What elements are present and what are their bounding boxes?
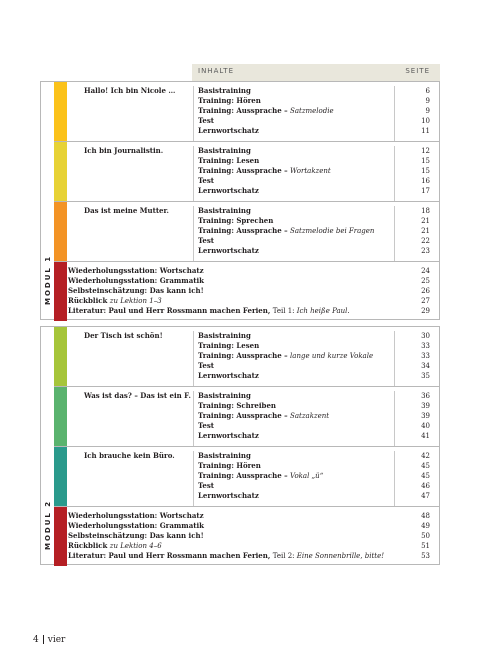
lesson-item-text: Training: Aussprache – <box>198 106 291 115</box>
page-number-cell: 47 <box>421 492 430 500</box>
lesson-item-text: Training: Sprechen <box>198 216 274 225</box>
modul-1-section <box>40 81 440 320</box>
lesson-item-text: Test <box>198 176 215 185</box>
lesson-item <box>198 86 403 96</box>
lesson-number: 3 <box>68 203 76 216</box>
page-number-cell: 24 <box>421 267 430 275</box>
review-item <box>68 296 350 306</box>
lesson-item-text: Basistraining <box>198 331 251 340</box>
page-number-cell: 42 <box>421 452 430 460</box>
lesson-items <box>193 146 403 201</box>
review-item-text: Wiederholungsstation: Wortschatz <box>68 266 204 275</box>
lesson-number: 4 <box>68 328 76 341</box>
review-items <box>68 266 350 316</box>
lesson-item <box>198 401 403 411</box>
review-color-strip <box>54 262 67 321</box>
lesson-item-text: Training: Lesen <box>198 341 260 350</box>
lesson-item-text: Test <box>198 236 215 245</box>
page-number-cell: 18 <box>421 207 430 215</box>
lesson-items <box>193 451 403 506</box>
page-numbers <box>394 451 439 506</box>
lesson-items <box>193 86 403 141</box>
modul-label-text: MODUL 1 <box>43 254 52 305</box>
lesson-item-note: lange und kurze Vokale <box>290 352 374 360</box>
review-item-text: Rückblick <box>68 541 110 550</box>
page-numbers <box>394 206 439 261</box>
lesson-item <box>198 341 403 351</box>
lesson-item-text: Training: Lesen <box>198 156 260 165</box>
page-number-cell: 35 <box>421 372 430 380</box>
review-item-part: Teil 2: <box>272 552 297 560</box>
review-item-note: Eine Sonnenbrille, bitte! <box>296 552 385 560</box>
page-number-cell: 22 <box>421 237 430 245</box>
page-number-cell: 50 <box>421 532 430 540</box>
lesson-color-strip <box>54 387 67 446</box>
lesson-item-note: Satzmelodie <box>290 107 334 115</box>
lesson-number: 5 <box>68 388 76 401</box>
header-inhalte: INHALTE <box>198 67 234 75</box>
lesson-item <box>198 371 403 381</box>
lesson-row <box>54 82 439 142</box>
page-number-cell: 16 <box>421 177 430 185</box>
lesson-item-text: Test <box>198 481 215 490</box>
page-number-cell: 26 <box>421 287 430 295</box>
review-item-part: Teil 1: <box>272 307 297 315</box>
lesson-item-text: Test <box>198 421 215 430</box>
page-number-cell: 30 <box>421 332 430 340</box>
page-number-cell: 11 <box>421 127 430 135</box>
lesson-row <box>54 142 439 202</box>
page-number-cell: 46 <box>421 482 430 490</box>
lesson-item <box>198 451 403 461</box>
review-page-numbers <box>394 511 439 566</box>
lesson-item <box>198 471 403 481</box>
page-number-cell: 15 <box>421 167 430 175</box>
review-color-strip <box>54 507 67 566</box>
review-item <box>68 521 384 531</box>
review-item <box>68 551 384 561</box>
lesson-item-text: Training: Aussprache – <box>198 166 291 175</box>
lesson-title: Der Tisch ist schön! <box>84 331 163 340</box>
lesson-item-note: Satzmelodie bei Fragen <box>290 227 375 235</box>
lesson-title: Ich bin Journalistin. <box>84 146 164 155</box>
lesson-item <box>198 391 403 401</box>
page-number-cell: 36 <box>421 392 430 400</box>
review-item-text: Wiederholungsstation: Grammatik <box>68 276 204 285</box>
lesson-item <box>198 491 403 501</box>
lesson-item <box>198 156 403 166</box>
lesson-item-text: Basistraining <box>198 451 251 460</box>
page-numbers <box>394 391 439 446</box>
lesson-item-text: Lernwortschatz <box>198 431 259 440</box>
lesson-item <box>198 126 403 136</box>
lesson-item <box>198 421 403 431</box>
lesson-item <box>198 166 403 176</box>
review-item-note: zu Lektion 1–3 <box>109 297 162 305</box>
lesson-item <box>198 461 403 471</box>
page-numbers <box>394 146 439 201</box>
lesson-color-strip <box>54 327 67 386</box>
modul-label-text: MODUL 2 <box>43 499 52 550</box>
page-number-cell: 34 <box>421 362 430 370</box>
page-number-cell: 41 <box>421 432 430 440</box>
lesson-item-text: Lernwortschatz <box>198 491 259 500</box>
lesson-item <box>198 351 403 361</box>
page-number-cell: 9 <box>425 97 430 105</box>
lesson-item <box>198 206 403 216</box>
review-items <box>68 511 384 561</box>
review-item-note: zu Lektion 4–6 <box>109 542 162 550</box>
page-word: vier <box>47 635 66 645</box>
page-number-cell: 25 <box>421 277 430 285</box>
lesson-item <box>198 246 403 256</box>
page-number-cell: 9 <box>425 107 430 115</box>
page-numbers <box>394 331 439 386</box>
page-number-cell: 33 <box>421 352 430 360</box>
page-number-cell: 6 <box>425 87 430 95</box>
lesson-row <box>54 202 439 262</box>
lesson-item-text: Training: Schreiben <box>198 401 276 410</box>
review-item-text: Selbsteinschätzung: Das kann ich! <box>68 531 204 540</box>
lesson-title: Was ist das? – Das ist ein F. <box>84 391 191 400</box>
page-number-cell: 23 <box>421 247 430 255</box>
lesson-item-text: Basistraining <box>198 146 251 155</box>
page-number-cell: 21 <box>421 217 430 225</box>
lesson-item <box>198 216 403 226</box>
page-numbers <box>394 86 439 141</box>
review-item <box>68 541 384 551</box>
lesson-title: Das ist meine Mutter. <box>84 206 169 215</box>
review-section <box>54 262 439 321</box>
lesson-item-note: Wortakzent <box>290 167 331 175</box>
page-number-cell: 29 <box>421 307 430 315</box>
review-item-text: Literatur: Paul und Herr Rossmann machen Ferien, <box>68 551 273 560</box>
page-number-cell: 27 <box>421 297 430 305</box>
lesson-item <box>198 411 403 421</box>
lesson-number: 1 <box>68 83 76 96</box>
review-item-text: Rückblick <box>68 296 110 305</box>
lesson-color-strip <box>54 447 67 506</box>
review-item <box>68 266 350 276</box>
lesson-item <box>198 116 403 126</box>
lesson-item-text: Lernwortschatz <box>198 371 259 380</box>
modul-label <box>41 327 54 564</box>
review-item <box>68 306 350 316</box>
lesson-items <box>193 391 403 446</box>
lesson-title: Hallo! Ich bin Nicole … <box>84 86 176 95</box>
review-item-note: Ich heiße Paul. <box>296 307 350 315</box>
page-number-cell: 45 <box>421 462 430 470</box>
lesson-item <box>198 96 403 106</box>
page-number-cell: 39 <box>421 402 430 410</box>
lesson-number: 2 <box>68 143 76 156</box>
page-number-cell: 51 <box>421 542 430 550</box>
lesson-item-text: Training: Aussprache – <box>198 226 291 235</box>
lesson-item-text: Lernwortschatz <box>198 126 259 135</box>
lesson-item <box>198 431 403 441</box>
lesson-row <box>54 447 439 507</box>
lesson-item-text: Basistraining <box>198 86 251 95</box>
page-number-cell: 21 <box>421 227 430 235</box>
lesson-row <box>54 387 439 447</box>
review-item-text: Literatur: Paul und Herr Rossmann machen Ferien, <box>68 306 273 315</box>
lesson-color-strip <box>54 202 67 261</box>
lesson-item-text: Lernwortschatz <box>198 246 259 255</box>
lesson-item <box>198 481 403 491</box>
lesson-item <box>198 106 403 116</box>
page-number-cell: 33 <box>421 342 430 350</box>
lesson-title: Ich brauche kein Büro. <box>84 451 175 460</box>
page-number-cell: 17 <box>421 187 430 195</box>
lesson-color-strip <box>54 82 67 141</box>
lesson-item <box>198 226 403 236</box>
lesson-item <box>198 236 403 246</box>
lesson-color-strip <box>54 142 67 201</box>
review-item-text: Selbsteinschätzung: Das kann ich! <box>68 286 204 295</box>
lesson-item <box>198 331 403 341</box>
lesson-item-text: Basistraining <box>198 391 251 400</box>
header-seite: SEITE <box>405 67 430 75</box>
lesson-item-text: Training: Hören <box>198 96 261 105</box>
page-number-cell: 15 <box>421 157 430 165</box>
page-number-cell: 49 <box>421 522 430 530</box>
modul-2-section <box>40 326 440 565</box>
page-number-cell: 10 <box>421 117 430 125</box>
lesson-item-text: Lernwortschatz <box>198 186 259 195</box>
page-number-cell: 39 <box>421 412 430 420</box>
page-number: 4 <box>33 635 39 645</box>
page-footer <box>33 635 65 645</box>
lesson-row <box>54 327 439 387</box>
review-item-text: Wiederholungsstation: Wortschatz <box>68 511 204 520</box>
lesson-item <box>198 146 403 156</box>
review-item <box>68 276 350 286</box>
lesson-item-text: Training: Aussprache – <box>198 351 291 360</box>
page-number-cell: 12 <box>421 147 430 155</box>
review-item-text: Wiederholungsstation: Grammatik <box>68 521 204 530</box>
lesson-item-note: Vokal „ü“ <box>290 472 324 480</box>
review-item <box>68 511 384 521</box>
lesson-item <box>198 361 403 371</box>
lesson-number: 6 <box>68 448 76 461</box>
contents-header <box>192 64 440 81</box>
review-item <box>68 531 384 541</box>
page-number-cell: 48 <box>421 512 430 520</box>
review-item <box>68 286 350 296</box>
review-section <box>54 507 439 566</box>
lesson-item-text: Training: Aussprache – <box>198 471 291 480</box>
lesson-item-text: Test <box>198 116 215 125</box>
lesson-item-text: Training: Hören <box>198 461 261 470</box>
lesson-item <box>198 176 403 186</box>
lesson-item-text: Training: Aussprache – <box>198 411 291 420</box>
lesson-item <box>198 186 403 196</box>
lesson-items <box>193 331 403 386</box>
lesson-items <box>193 206 403 261</box>
review-page-numbers <box>394 266 439 321</box>
page-number-cell: 53 <box>421 552 430 560</box>
lesson-item-text: Test <box>198 361 215 370</box>
footer-divider <box>43 635 44 644</box>
lesson-item-note: Satzakzent <box>290 412 330 420</box>
modul-label <box>41 82 54 319</box>
page-number-cell: 45 <box>421 472 430 480</box>
page-number-cell: 40 <box>421 422 430 430</box>
lesson-item-text: Basistraining <box>198 206 251 215</box>
